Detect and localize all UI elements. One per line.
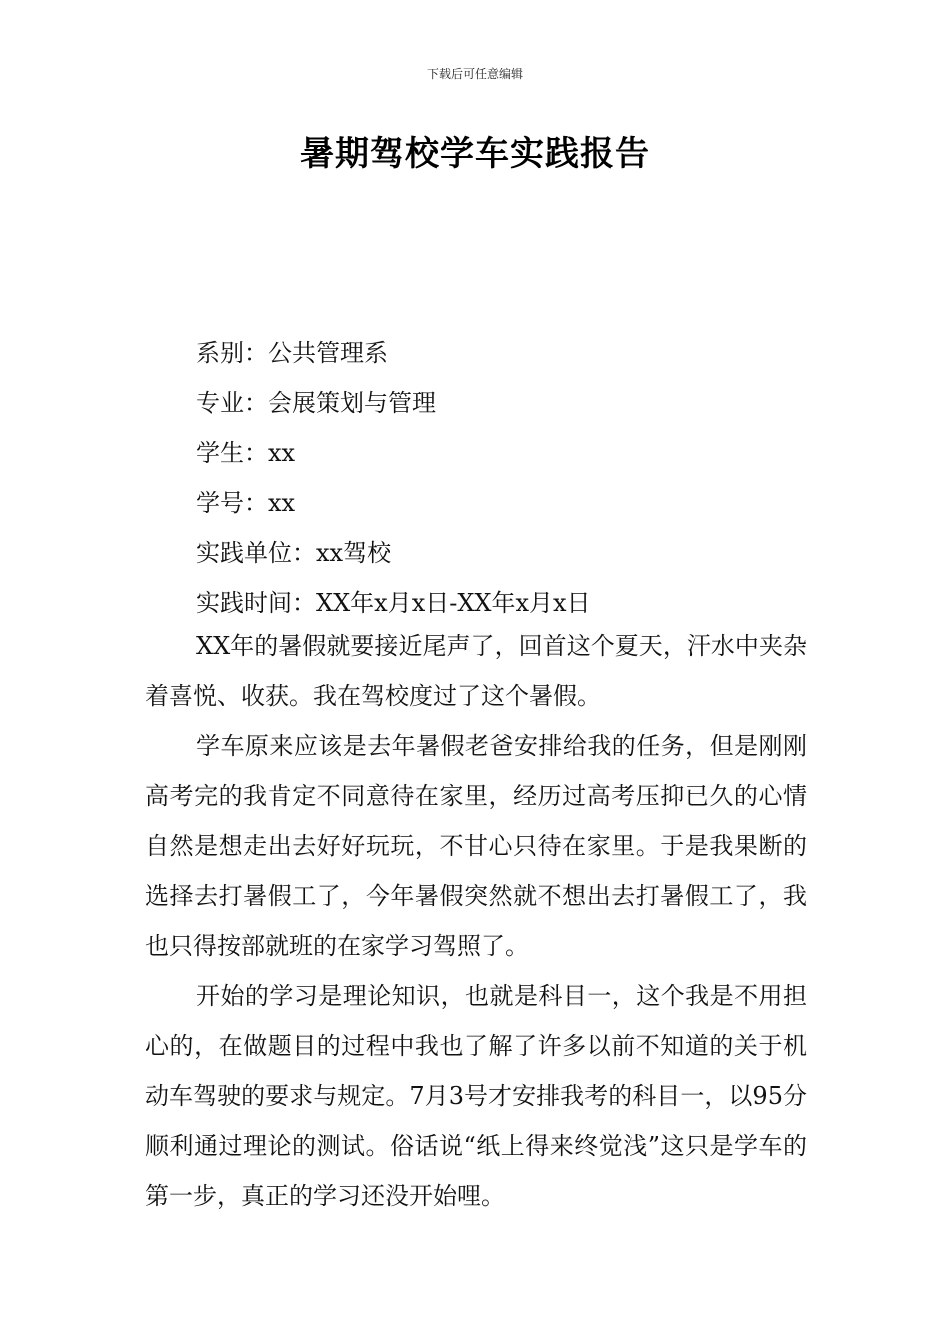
meta-student: 学生：xx [196, 439, 296, 467]
meta-major: 专业：会展策划与管理 [196, 389, 436, 417]
header-note: 下载后可任意编辑 [426, 67, 523, 81]
meta-department: 系别：公共管理系 [196, 339, 388, 367]
paragraph-intro: XX年的暑假就要接近尾声了，回首这个夏天，汗水中夹杂着喜悦、收获。我在驾校度过了这个暑假。 [145, 632, 807, 710]
meta-practice-time: 实践时间：XX年x月x日-XX年x月x日 [196, 589, 591, 617]
document-title: 暑期驾校学车实践报告 [300, 134, 650, 174]
report-meta [196, 328, 816, 628]
meta-practice-unit: 实践单位：xx驾校 [196, 539, 392, 567]
report-body [145, 621, 807, 1221]
paragraph-theory: 开始的学习是理论知识，也就是科目一，这个我是不用担心的，在做题目的过程中我也了解了许多以前不知道的关于机动车驾驶的要求与规定。7月3号才安排我考的科目一，以95分顺利通过理论的测试。俗话说“纸上得来终觉浅”这只是学车的第一步，真正的学习还没开始哩。 [145, 982, 807, 1210]
meta-student-id: 学号：xx [196, 489, 296, 517]
paragraph-background: 学车原来应该是去年暑假老爸安排给我的任务，但是刚刚高考完的我肯定不同意待在家里，经历过高考压抑已久的心情自然是想走出去好好玩玩，不甘心只待在家里。于是我果断的选择去打暑假工了，今年暑假突然就不想出去打暑假工了，我也只得按部就班的在家学习驾照了。 [145, 732, 807, 960]
